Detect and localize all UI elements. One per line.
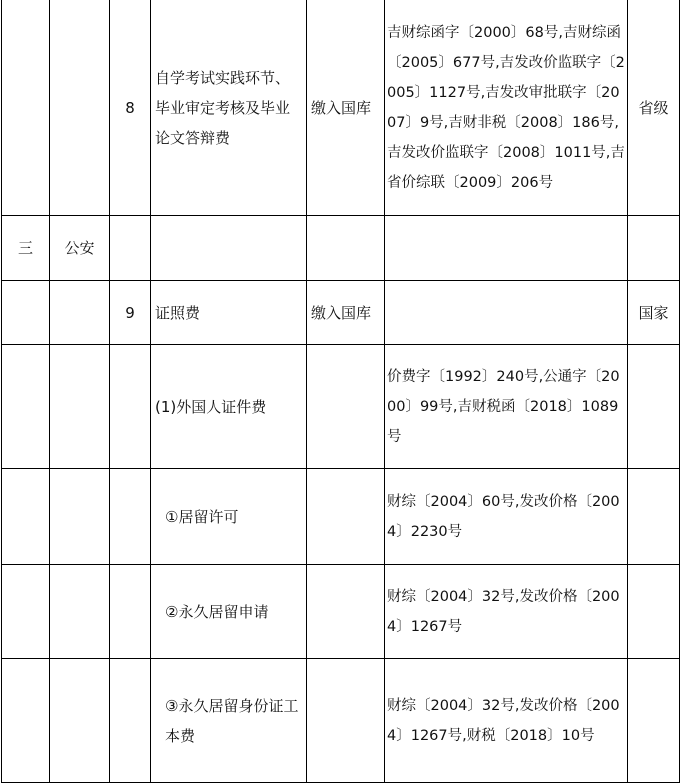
row-index [2, 281, 50, 345]
fee-table [1, 0, 680, 783]
payment-method [307, 659, 385, 783]
policy-basis [385, 216, 628, 281]
approval-level [628, 345, 680, 469]
table-row [2, 659, 680, 783]
approval-level: 国家 [628, 281, 680, 345]
approval-level: 省级 [628, 0, 680, 216]
fee-name: 自学考试实践环节、毕业审定考核及毕业论文答辩费 [151, 0, 307, 216]
department [50, 469, 110, 565]
approval-level [628, 469, 680, 565]
table-row [2, 281, 680, 345]
table-row [2, 216, 680, 281]
row-index [2, 469, 50, 565]
department [50, 281, 110, 345]
payment-method [307, 345, 385, 469]
table-row [2, 0, 680, 216]
item-number [110, 216, 151, 281]
item-number [110, 345, 151, 469]
department [50, 345, 110, 469]
payment-method: 缴入国库 [307, 281, 385, 345]
approval-level [628, 216, 680, 281]
fee-name: ②永久居留申请 [151, 565, 307, 659]
row-index [2, 345, 50, 469]
payment-method [307, 565, 385, 659]
approval-level [628, 565, 680, 659]
item-number [110, 565, 151, 659]
payment-method [307, 216, 385, 281]
policy-basis [385, 281, 628, 345]
policy-basis: 财综〔2004〕32号,发改价格〔2004〕1267号,财税〔2018〕10号 [385, 659, 628, 783]
payment-method [307, 469, 385, 565]
row-index [2, 659, 50, 783]
department [50, 659, 110, 783]
table-row [2, 345, 680, 469]
row-index [2, 0, 50, 216]
fee-name: 证照费 [151, 281, 307, 345]
department: 公安 [50, 216, 110, 281]
department [50, 565, 110, 659]
department [50, 0, 110, 216]
fee-name: ①居留许可 [151, 469, 307, 565]
item-number [110, 659, 151, 783]
payment-method: 缴入国库 [307, 0, 385, 216]
item-number [110, 469, 151, 565]
item-number: 8 [110, 0, 151, 216]
table-row [2, 565, 680, 659]
fee-name: (1)外国人证件费 [151, 345, 307, 469]
policy-basis: 财综〔2004〕60号,发改价格〔2004〕2230号 [385, 469, 628, 565]
fee-name: ③永久居留身份证工本费 [151, 659, 307, 783]
row-index: 三 [2, 216, 50, 281]
row-index [2, 565, 50, 659]
policy-basis: 吉财综函字〔2000〕68号,吉财综函〔2005〕677号,吉发改价监联字〔2005〕1127号,吉发改审批联字〔2007〕9号,吉财非税〔2008〕186号,吉发改价监联字〔2008〕1011号,吉省价综联〔2009〕206号 [385, 0, 628, 216]
policy-basis: 财综〔2004〕32号,发改价格〔2004〕1267号 [385, 565, 628, 659]
approval-level [628, 659, 680, 783]
item-number: 9 [110, 281, 151, 345]
fee-name [151, 216, 307, 281]
policy-basis: 价费字〔1992〕240号,公通字〔2000〕99号,吉财税函〔2018〕1089号 [385, 345, 628, 469]
table-row [2, 469, 680, 565]
